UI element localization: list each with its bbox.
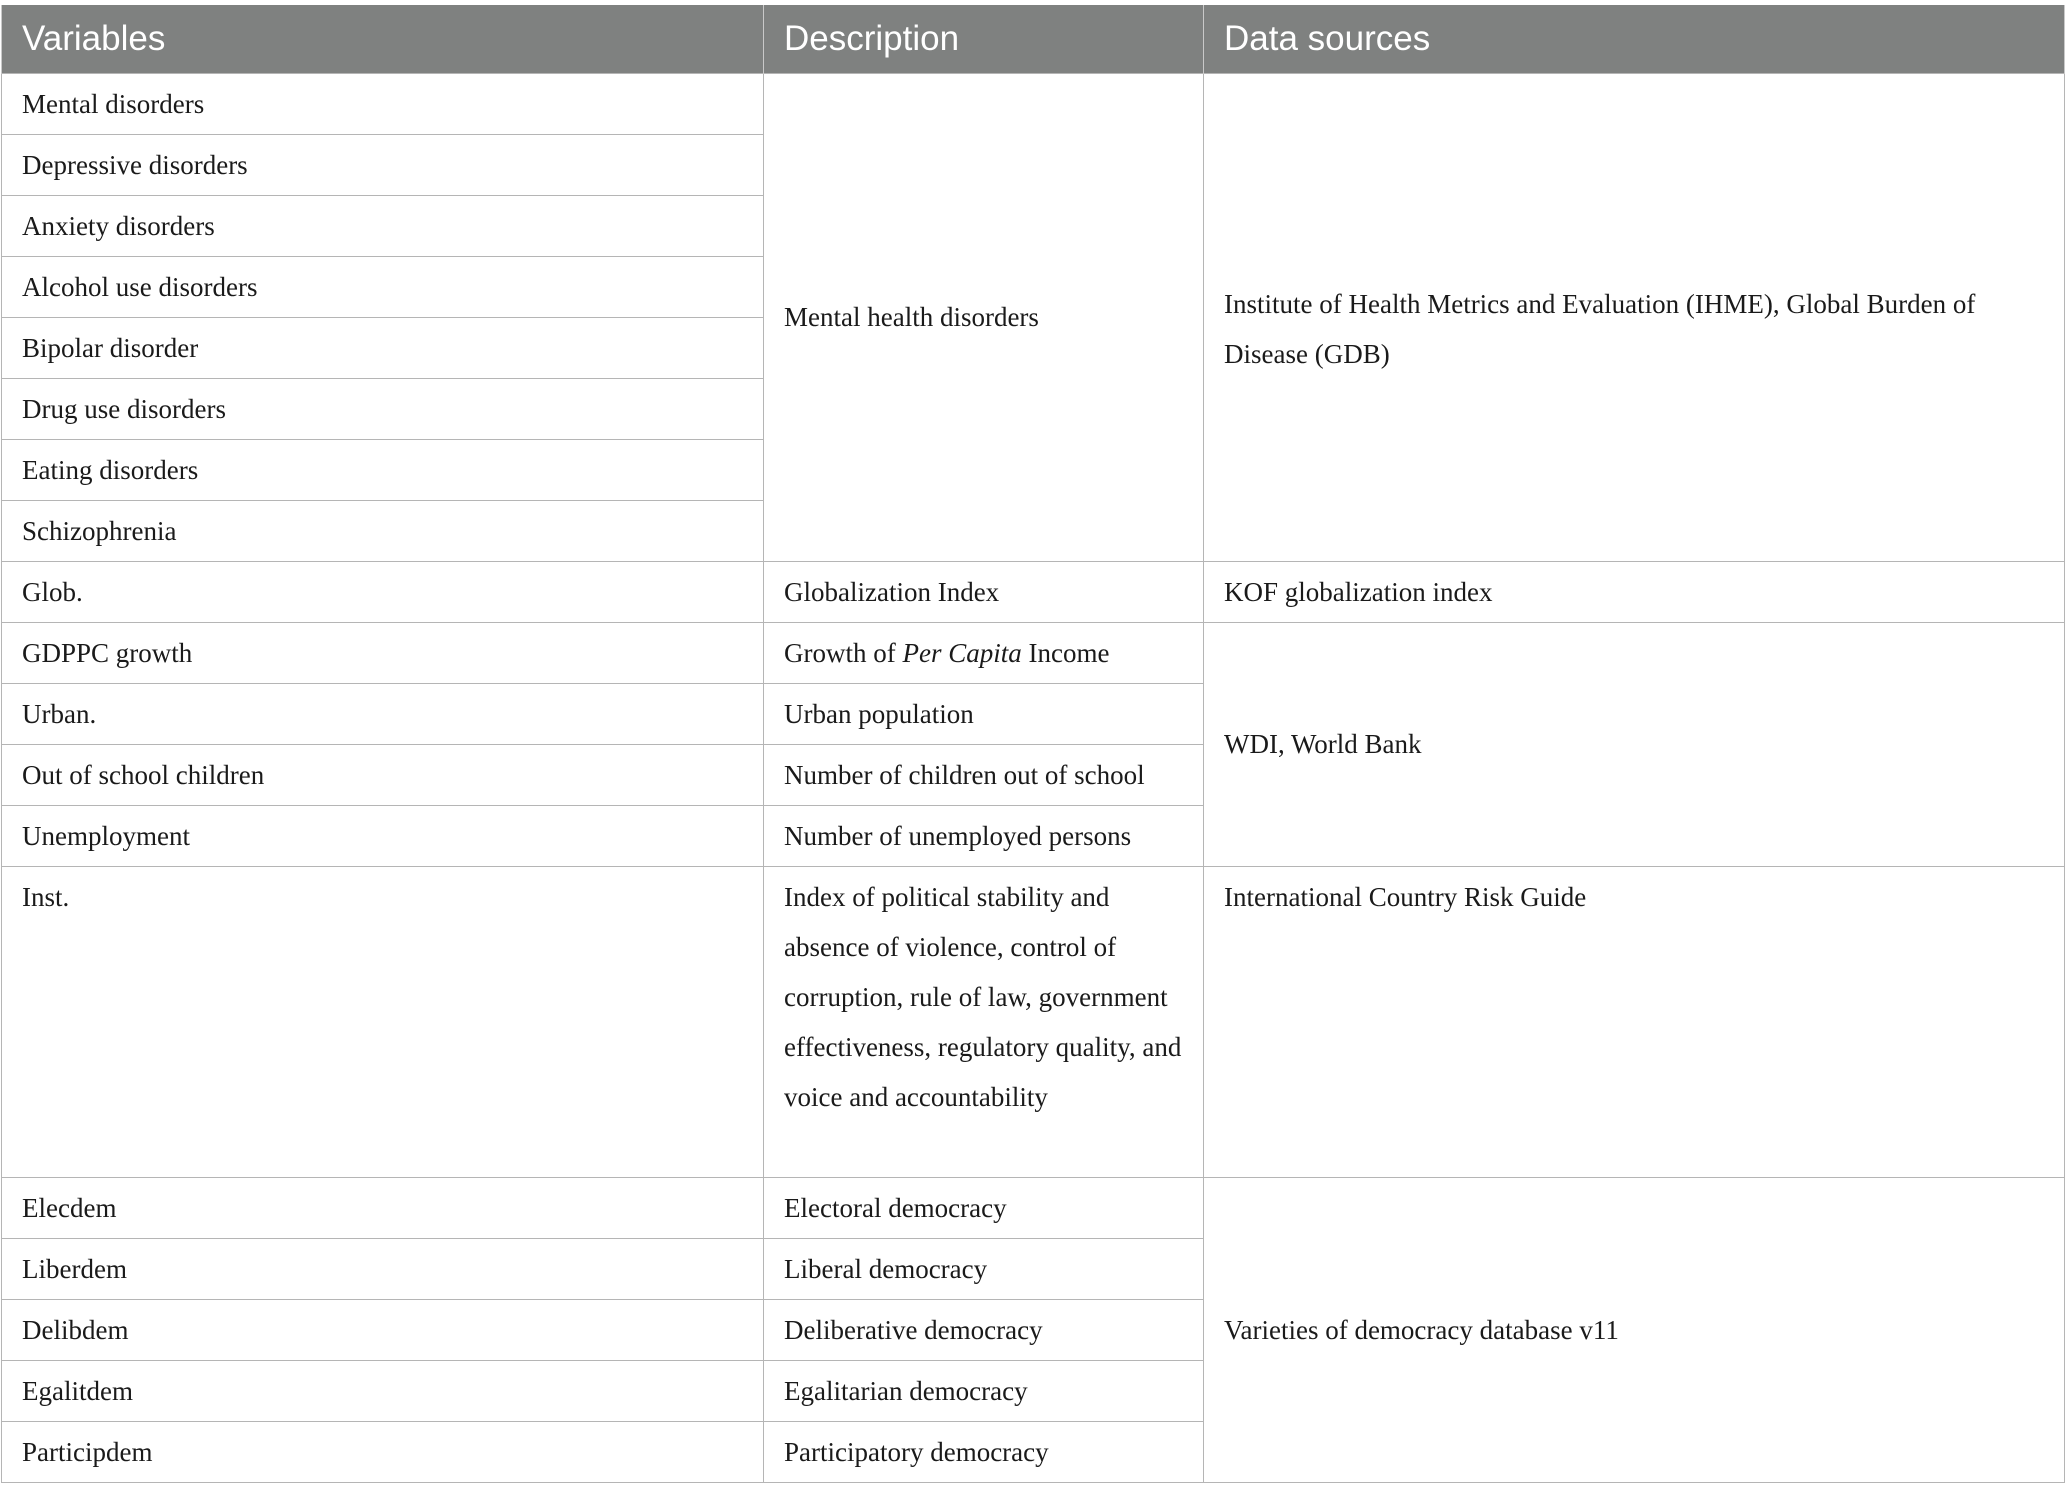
variable-cell: Glob.: [2, 561, 764, 622]
description-text: Income: [1021, 637, 1110, 668]
description-cell: Urban population: [764, 683, 1204, 744]
variable-cell: Bipolar disorder: [2, 317, 764, 378]
header-data-sources: Data sources: [1204, 5, 2065, 73]
description-cell: Number of children out of school: [764, 744, 1204, 805]
variable-cell: Schizophrenia: [2, 500, 764, 561]
table-row: [2, 866, 2065, 1177]
variable-cell: Delibdem: [2, 1299, 764, 1360]
variable-cell: Participdem: [2, 1421, 764, 1482]
variable-cell: Depressive disorders: [2, 134, 764, 195]
description-cell: Index of political stability and absence of violence, control of corruption, rule of law, government effectiveness, regulatory quality, and voice and accountability: [764, 866, 1204, 1177]
variable-cell: Eating disorders: [2, 439, 764, 500]
description-cell: [764, 622, 1204, 683]
variables-table: [1, 5, 2065, 1483]
variable-cell: Elecdem: [2, 1177, 764, 1238]
variable-cell: Anxiety disorders: [2, 195, 764, 256]
description-cell: Electoral democracy: [764, 1177, 1204, 1238]
table-header: [2, 5, 2065, 73]
description-cell: Liberal democracy: [764, 1238, 1204, 1299]
variable-cell: GDPPC growth: [2, 622, 764, 683]
variable-cell: Drug use disorders: [2, 378, 764, 439]
variable-cell: Liberdem: [2, 1238, 764, 1299]
source-cell: KOF globalization index: [1204, 561, 2065, 622]
description-cell: Globalization Index: [764, 561, 1204, 622]
variable-cell: Urban.: [2, 683, 764, 744]
description-text: Growth of: [784, 637, 903, 668]
description-cell: Participatory democracy: [764, 1421, 1204, 1482]
variable-cell: Egalitdem: [2, 1360, 764, 1421]
table-body: [2, 73, 2065, 1482]
source-cell: International Country Risk Guide: [1204, 866, 2065, 1177]
header-description: Description: [764, 5, 1204, 73]
description-cell: Number of unemployed persons: [764, 805, 1204, 866]
variable-cell: Unemployment: [2, 805, 764, 866]
description-italic-text: Per Capita: [902, 637, 1022, 668]
table-row: [2, 73, 2065, 134]
table-row: [2, 561, 2065, 622]
source-cell: WDI, World Bank: [1204, 622, 2065, 866]
description-cell: Egalitarian democracy: [764, 1360, 1204, 1421]
header-row: [2, 5, 2065, 73]
variable-cell: Alcohol use disorders: [2, 256, 764, 317]
source-cell: Institute of Health Metrics and Evaluation (IHME), Global Burden of Disease (GDB): [1204, 73, 2065, 561]
description-cell: Mental health disorders: [764, 73, 1204, 561]
variable-cell: Mental disorders: [2, 73, 764, 134]
variable-cell: Inst.: [2, 866, 764, 1177]
source-cell: Varieties of democracy database v11: [1204, 1177, 2065, 1482]
header-variables: Variables: [2, 5, 764, 73]
table-row: [2, 622, 2065, 683]
description-cell: Deliberative democracy: [764, 1299, 1204, 1360]
table-row: [2, 1177, 2065, 1238]
variable-cell: Out of school children: [2, 744, 764, 805]
